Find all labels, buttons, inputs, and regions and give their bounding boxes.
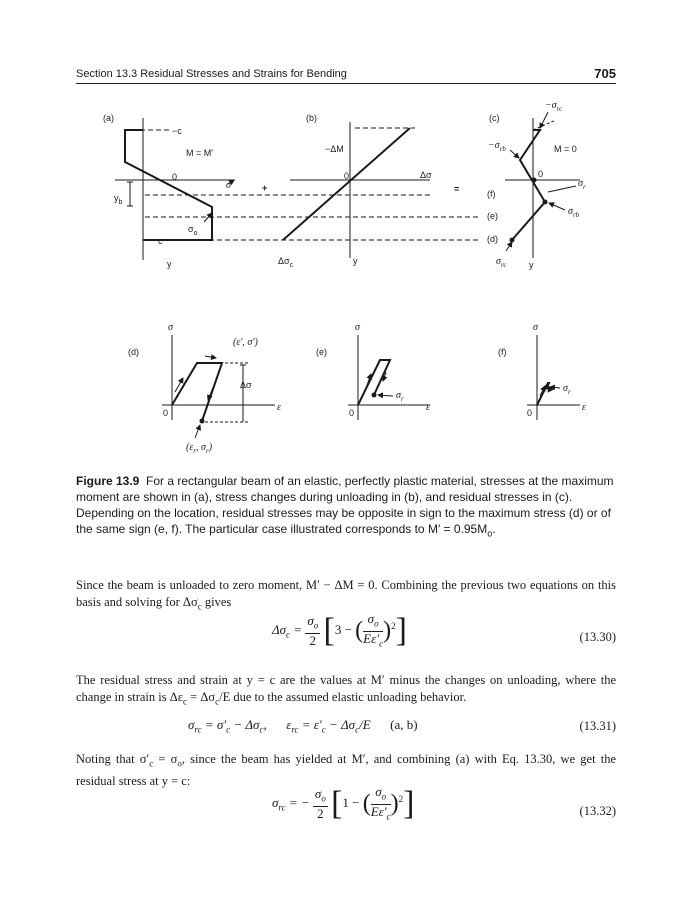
- equation-number-13-31: (13.31): [579, 719, 616, 733]
- sigma-axis-f: σ: [533, 322, 538, 333]
- section-title: Section 13.3 Residual Stresses and Strains for Bending: [76, 68, 347, 80]
- sigma-prime-label: σ': [226, 180, 234, 191]
- eps-sigma-prime-label: (ε', σ'): [233, 337, 258, 348]
- equation-13-31: $\sigma_{rc} = \sigma'_c - \Delta\sigma_c$, $\varepsilon_{rc} = \varepsilon'_c - \Delta\sigma_c/E$ (a, b): [188, 717, 418, 735]
- page-number: 705: [594, 66, 616, 81]
- panel-d: [162, 335, 275, 438]
- equation-number-13-30: (13.30): [579, 630, 616, 644]
- zero-label-b: 0: [344, 171, 350, 181]
- point-e: [372, 393, 377, 398]
- eps-r-sigma-r-label: ($\varepsilon_r$, $\sigma_r$): [186, 442, 213, 455]
- y-label-b: y: [353, 256, 358, 266]
- point-c-f: [532, 178, 537, 183]
- d-tag: (d): [487, 234, 498, 244]
- sigma-r-label-f: $\sigma_r$: [563, 383, 571, 396]
- panel-a: [115, 118, 480, 260]
- eps-axis-e: ε: [426, 402, 430, 413]
- panel-e-label: (e): [316, 347, 327, 357]
- y-label-a: y: [167, 259, 172, 269]
- panel-c-label: (c): [489, 113, 500, 123]
- M-equals-Mprime: M = M': [186, 148, 213, 158]
- sigma-r-label-e: $\sigma_r$: [396, 390, 404, 403]
- c-label: c: [158, 236, 163, 246]
- zero-label-e: 0: [349, 408, 355, 418]
- panel-d-label: (d): [128, 347, 139, 357]
- f-tag: (f): [487, 189, 496, 199]
- sigma-rc-label: $\sigma_{rc}$: [496, 256, 507, 269]
- M-equals-0-label: M = 0: [554, 144, 577, 154]
- caption-text: For a rectangular beam of an elastic, perfectly plastic material, stresses at the maximum moment are shown in (a), stress changes during unloading in (b), and residual stresses in (c). Depending on the location, residual stresses may be opposite in sign to the maximum stress (d) or of the same sign (e, f). The particular case illustrated corresponds to M′ = 0.95M: [76, 474, 614, 536]
- equation-number-13-32: (13.32): [579, 804, 616, 818]
- dsigma-label: Δσ: [420, 170, 432, 180]
- neg-sigma-rc-label: $-\sigma_{rc}$: [545, 100, 563, 113]
- neg-dM-label: −ΔM: [325, 144, 344, 154]
- eps-axis-f: ε: [582, 402, 586, 413]
- yb-label: $y_b$: [114, 193, 123, 206]
- caption-label: Figure 13.9: [76, 474, 140, 488]
- figure-caption: Figure 13.9 For a rectangular beam of an elastic, perfectly plastic material, stresses at the maximum moment are shown in (a), stress changes during unloading in (b), and residual stresses in (c). Depending on the location, residual stresses may be opposite in sign to the maximum stress (d) or of the same sign (e, f). The particular case illustrated corresponds to $M' = 0.95M_o$.: [76, 474, 614, 539]
- sigma-o-label: $\sigma_o$: [188, 224, 198, 237]
- panel-f: [527, 335, 580, 420]
- e-tag: (e): [487, 211, 498, 221]
- point-c-e: [543, 200, 548, 205]
- zero-label-d: 0: [163, 408, 169, 418]
- point-f: [545, 385, 550, 390]
- panel-b-label: (b): [306, 113, 317, 123]
- zero-label-f: 0: [527, 408, 533, 418]
- dsigma-c-label: $\Delta\sigma_c$: [278, 256, 294, 269]
- sigma-axis-e: σ: [355, 322, 360, 333]
- point-c-d: [510, 238, 515, 243]
- point-d: [200, 419, 205, 424]
- neg-c-label: −c: [172, 126, 182, 136]
- equation-13-30: $\Delta\sigma_c$ = $\frac{\sigma_o}{2}$ [3 − ( $\frac{\sigma_o}{E\varepsilon'_c}$ )$^2$]: [272, 611, 407, 650]
- eps-axis-d: ε: [277, 402, 281, 413]
- y-label-c: y: [529, 260, 534, 270]
- sigma-axis-d: σ: [168, 322, 173, 333]
- neg-sigma-rb-label: $-\sigma_{rb}$: [488, 140, 506, 153]
- panel-a-label: (a): [103, 113, 114, 123]
- paragraph-1: Since the beam is unloaded to zero moment, M′ − ΔM = 0. Combining the previous two equations on this basis and solving for $\Delta\sigma_c$ gives: [76, 578, 616, 612]
- zero-label-a: 0: [172, 172, 178, 182]
- zero-label-c: 0: [538, 169, 544, 179]
- sigma-r-label-c: $\sigma_r$: [578, 178, 586, 191]
- panel-f-label: (f): [498, 347, 507, 357]
- paragraph-3: Noting that $\sigma'_c = \sigma_o$, since the beam has yielded at M′, and combining (a) with Eq. 13.30, we get the residual stress at y = c:: [76, 752, 616, 788]
- panel-b: [283, 122, 430, 258]
- dsigma-d-label: Δσ: [240, 380, 252, 390]
- plus-sign: +: [262, 183, 268, 193]
- equals-sign: =: [454, 184, 460, 194]
- paragraph-2: The residual stress and strain at y = c are the values at M′ minus the changes on unloading, where the change in strain is $\Delta\varepsilon_c = \Delta\sigma_c/E$ due to the assumed elastic unloading behavior.: [76, 673, 616, 707]
- panel-c: [505, 112, 580, 258]
- panel-e: [348, 335, 430, 420]
- sigma-rb-label: $\sigma_{rb}$: [568, 206, 580, 219]
- equation-13-32: $\sigma_{rc}$ = − $\frac{\sigma_o}{2}$ [1 − ( $\frac{\sigma_o}{E\varepsilon'_c}$ )$^2$]: [272, 784, 415, 823]
